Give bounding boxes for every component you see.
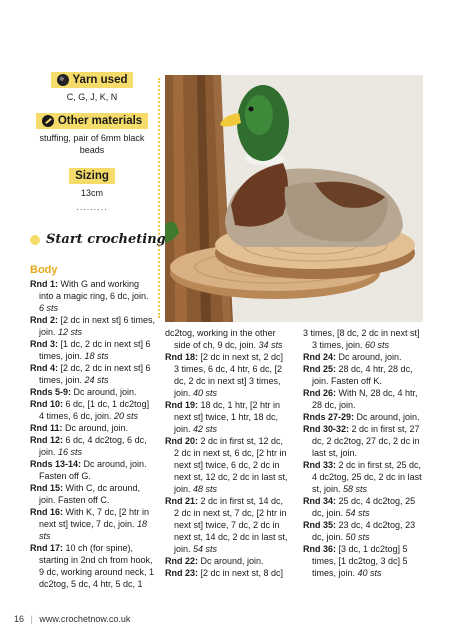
- yarn-used-title: Yarn used: [72, 74, 128, 86]
- round-instructions: With N, 28 dc, 4 htr, 28 dc, join.: [312, 388, 418, 410]
- round-label: Rnd 3:: [30, 339, 58, 349]
- round-label: Rnd 21:: [165, 496, 199, 506]
- stitch-count: 18 sts: [39, 519, 148, 541]
- round-label: Rnd 10:: [30, 399, 64, 409]
- round-instructions: 2 dc in first st, 25 dc, 4 dc2tog, 25 dc, 2 dc in last st, join.: [312, 460, 422, 494]
- pattern-column-3: [303, 327, 427, 579]
- pattern-round: [30, 506, 156, 542]
- stitch-count: 40 sts: [193, 388, 218, 398]
- round-label: Rnd 15:: [30, 483, 64, 493]
- yarn-ball-icon: [57, 74, 69, 86]
- start-crocheting-heading: [30, 232, 166, 247]
- stitch-count: 54 sts: [345, 508, 370, 518]
- stitch-count: 50 sts: [345, 532, 370, 542]
- stitch-count: 58 sts: [343, 484, 368, 494]
- page-footer: [14, 614, 130, 624]
- sizing-tag: [69, 168, 115, 184]
- pattern-round: [30, 338, 156, 362]
- round-instructions: 10 ch (for spine), starting in 2nd ch from hook, 9 dc, working around neck, 1 dc2tog, 5 dc, 4 htr, 5 dc, 1: [39, 543, 155, 589]
- round-instructions: [2 dc, 2 dc in next st] 6 times, join.: [39, 363, 151, 385]
- other-materials-tag: [36, 113, 148, 129]
- pattern-round: [303, 543, 427, 579]
- pattern-round: [165, 327, 289, 351]
- pattern-round: [30, 398, 156, 422]
- round-label: Rnd 36:: [303, 544, 337, 554]
- pattern-round: [30, 458, 156, 482]
- round-instructions: 18 dc, 1 htr, [2 htr in next st] twice, 1 htr, 18 dc, join.: [174, 400, 281, 434]
- round-label: Rnd 19:: [165, 400, 199, 410]
- round-label: Rnd 2:: [30, 315, 58, 325]
- round-label: Rnds 5-9:: [30, 387, 72, 397]
- stitch-count: 20 sts: [114, 411, 139, 421]
- pattern-round: [165, 555, 289, 567]
- round-label: Rnd 24:: [303, 352, 337, 362]
- round-instructions: [2 dc in next st, 2 dc] 3 times, 6 dc, 4 htr, 6 dc, [2 dc, 2 dc in next st] 3 times, join.: [174, 352, 284, 398]
- pattern-round: [165, 435, 289, 495]
- stitch-count: 6 sts: [39, 303, 59, 313]
- round-label: Rnd 16:: [30, 507, 64, 517]
- round-instructions: 2 dc in first st, 27 dc, 2 dc2tog, 27 dc, 2 dc in last st, join.: [312, 424, 420, 458]
- round-label: Rnd 11:: [30, 423, 63, 433]
- round-instructions: Dc around, join. Fasten off G.: [39, 459, 147, 481]
- needle-icon: [42, 115, 54, 127]
- stitch-count: 42 sts: [193, 424, 218, 434]
- stitch-count: 18 sts: [84, 351, 109, 361]
- pattern-round: [30, 434, 156, 458]
- materials-panel: [30, 72, 154, 212]
- round-instructions: 6 dc, 4 dc2tog, 6 dc, join.: [39, 435, 147, 457]
- stitch-count: 16 sts: [58, 447, 83, 457]
- bullet-dot-icon: [30, 235, 40, 245]
- round-instructions: [1 dc, 2 dc in next st] 6 times, join.: [39, 339, 151, 361]
- sizing-text: 13cm: [80, 187, 103, 198]
- pattern-round: [30, 362, 156, 386]
- round-instructions: Dc around, join.: [198, 556, 264, 566]
- yarn-used-text: C, G, J, K, N: [66, 92, 118, 102]
- round-label: Rnd 12:: [30, 435, 64, 445]
- round-instructions: [2 dc in next st] 6 times, join.: [39, 315, 156, 337]
- pattern-round: [165, 567, 289, 579]
- pattern-round: [30, 386, 156, 398]
- round-label: Rnd 18:: [165, 352, 199, 362]
- pattern-round: [165, 399, 289, 435]
- round-instructions: With C, dc around, join. Fasten off C.: [39, 483, 141, 505]
- stitch-count: 54 sts: [193, 544, 218, 554]
- pattern-round: [303, 459, 427, 495]
- round-label: Rnd 35:: [303, 520, 337, 530]
- pattern-round: [303, 495, 427, 519]
- pattern-column-1: [30, 264, 156, 590]
- stitch-count: 40 sts: [357, 568, 382, 578]
- round-label: Rnd 17:: [30, 543, 64, 553]
- pattern-round: [303, 327, 427, 351]
- round-instructions: 28 dc, 4 htr, 28 dc, join. Fasten off K.: [312, 364, 413, 386]
- stitch-count: 12 sts: [58, 327, 83, 337]
- stitch-count: 34 sts: [258, 340, 283, 350]
- dotted-divider: [158, 78, 160, 318]
- pattern-round: [303, 351, 427, 363]
- round-label: Rnd 23:: [165, 568, 199, 578]
- round-label: Rnd 22:: [165, 556, 199, 566]
- other-materials-text: stuffing, pair of 6mm black beads: [39, 132, 145, 155]
- start-crocheting-title: Start crocheting: [46, 232, 166, 247]
- yarn-used-tag: [51, 72, 134, 88]
- round-label: Rnd 25:: [303, 364, 337, 374]
- pattern-round: [303, 423, 427, 459]
- pattern-round: [30, 314, 156, 338]
- footer-website[interactable]: www.crochetnow.co.uk: [39, 614, 131, 624]
- duck-photo: [165, 75, 423, 322]
- round-instructions: Dc around, join.: [71, 387, 137, 397]
- stitch-count: 60 sts: [365, 340, 390, 350]
- round-label: Rnd 20:: [165, 436, 199, 446]
- round-label: Rnds 13-14:: [30, 459, 82, 469]
- round-instructions: Dc around, join.: [354, 412, 420, 422]
- other-materials-title: Other materials: [57, 114, 143, 127]
- sizing-dots: .........: [76, 202, 108, 212]
- round-instructions: With K, 7 dc, [2 htr in next st] twice, 7 dc, join.: [39, 507, 150, 529]
- stitch-count: 24 sts: [84, 375, 109, 385]
- round-instructions: dc2tog, working in the other side of ch, 9 dc, join.: [165, 328, 276, 350]
- stitch-count: 48 sts: [193, 484, 218, 494]
- round-instructions: 2 dc in first st, 12 dc, 2 dc in next st, 6 dc, [2 htr in next st] twice, 6 dc, 2 dc in next st, 12 dc, 2 dc in last st, join.: [174, 436, 288, 494]
- pattern-round: [30, 422, 156, 434]
- round-instructions: 3 times, [8 dc, 2 dc in next st] 3 times, join.: [303, 328, 420, 350]
- pattern-round: [303, 387, 427, 411]
- round-instructions: 25 dc, 4 dc2tog, 25 dc, join.: [312, 496, 416, 518]
- section-heading-body: Body: [30, 264, 58, 276]
- round-label: Rnd 26:: [303, 388, 337, 398]
- duck-illustration: [165, 75, 423, 322]
- round-label: Rnd 30-32:: [303, 424, 350, 434]
- page-number: 16: [14, 614, 25, 624]
- round-instructions: [3 dc, 1 dc2tog] 5 times, [1 dc2tog, 3 dc] 5 times, join.: [312, 544, 408, 578]
- round-instructions: 6 dc, [1 dc, 1 dc2tog] 4 times, 6 dc, join.: [39, 399, 150, 421]
- round-label: Rnd 33:: [303, 460, 337, 470]
- round-label: Rnd 1:: [30, 279, 58, 289]
- pattern-round: [303, 519, 427, 543]
- round-instructions: Dc around, join.: [336, 352, 402, 362]
- round-instructions: 23 dc, 4 dc2tog, 23 dc, join.: [312, 520, 416, 542]
- pattern-round: [30, 542, 156, 590]
- pattern-round: [165, 495, 289, 555]
- pattern-round: [30, 482, 156, 506]
- round-label: Rnd 34:: [303, 496, 337, 506]
- pattern-round: [303, 363, 427, 387]
- sizing-title: Sizing: [75, 169, 109, 182]
- round-label: Rnds 27-29:: [303, 412, 355, 422]
- pattern-round: [30, 278, 156, 314]
- pattern-round: [303, 411, 427, 423]
- round-instructions: Dc around, join.: [62, 423, 129, 433]
- pattern-round: [165, 351, 289, 399]
- footer-separator: |: [30, 614, 33, 624]
- round-instructions: [2 dc in next st, 8 dc]: [198, 568, 284, 578]
- pattern-column-2: [165, 327, 289, 579]
- round-instructions: With G and working into a magic ring, 6 dc, join.: [39, 279, 149, 301]
- round-label: Rnd 4:: [30, 363, 58, 373]
- round-instructions: 2 dc in first st, 14 dc, 2 dc in next st, 7 dc, [2 htr in next st] twice, 7 dc, 2 dc in next st, 14 dc, 2 dc in last st, join.: [174, 496, 288, 554]
